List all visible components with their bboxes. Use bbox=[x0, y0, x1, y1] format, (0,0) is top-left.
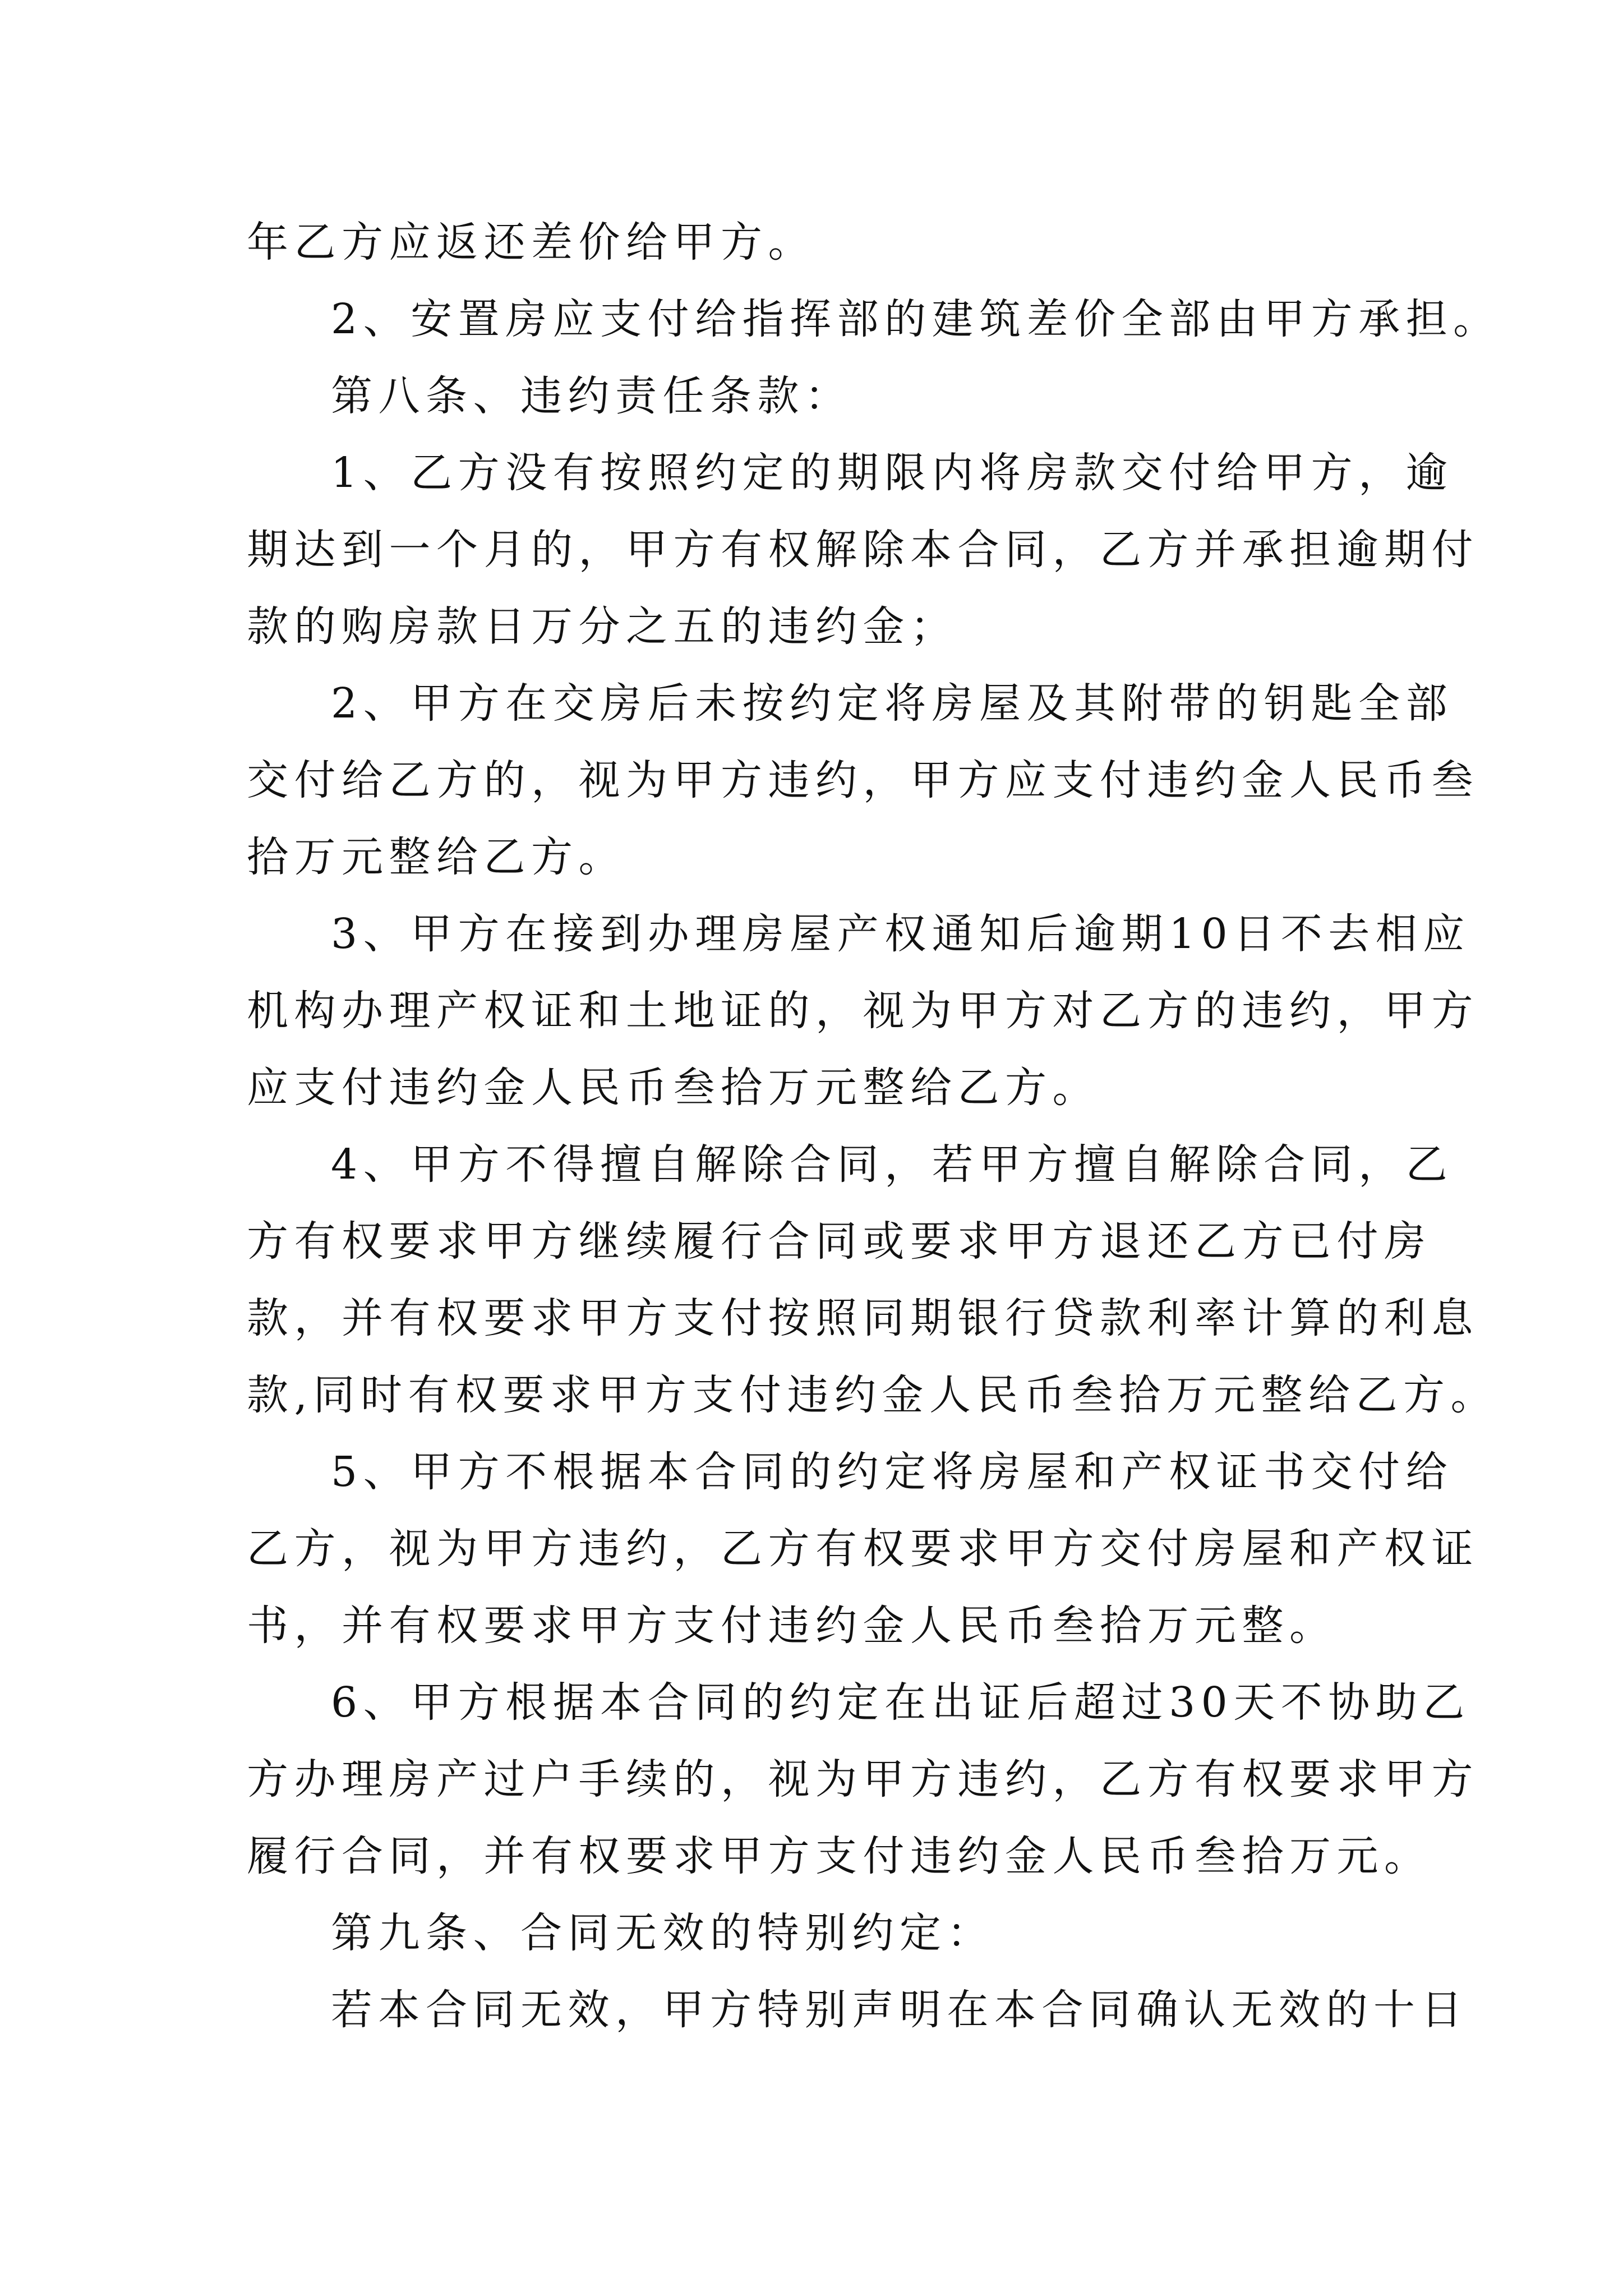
text-line: 机构办理产权证和土地证的，视为甲方对乙方的违约，甲方 bbox=[247, 987, 1479, 1035]
text-line: 期达到一个月的，甲方有权解除本合同，乙方并承担逾期付 bbox=[247, 526, 1479, 574]
text-line: 1、乙方没有按照约定的期限内将房款交付给甲方，逾 bbox=[331, 449, 1454, 497]
text-line: 履行合同，并有权要求甲方支付违约金人民币叁拾万元。 bbox=[247, 1832, 1432, 1880]
text-line: 4、甲方不得擅自解除合同，若甲方擅自解除合同，乙 bbox=[331, 1140, 1454, 1189]
text-line: 6、甲方根据本合同的约定在出证后超过30天不协助乙 bbox=[331, 1678, 1470, 1727]
section-heading: 第九条、合同无效的特别约定： bbox=[331, 1909, 994, 1957]
text-line: 拾万元整给乙方。 bbox=[247, 833, 626, 881]
text-line: 2、甲方在交房后未按约定将房屋及其附带的钥匙全部 bbox=[331, 679, 1454, 728]
text-line: 书，并有权要求甲方支付违约金人民币叁拾万元整。 bbox=[247, 1602, 1337, 1650]
text-line: 方有权要求甲方继续履行合同或要求甲方退还乙方已付房 bbox=[247, 1217, 1432, 1266]
text-line: 3、甲方在接到办理房屋产权通知后逾期10日不去相应 bbox=[331, 910, 1470, 958]
text-line: 方办理房产过户手续的，视为甲方违约，乙方有权要求甲方 bbox=[247, 1755, 1479, 1803]
section-heading: 第八条、违约责任条款： bbox=[331, 372, 852, 420]
text-line: 款的购房款日万分之五的违约金； bbox=[247, 602, 958, 651]
text-line: 5、甲方不根据本合同的约定将房屋和产权证书交付给 bbox=[331, 1448, 1454, 1496]
text-line: 若本合同无效，甲方特别声明在本合同确认无效的十日 bbox=[331, 1986, 1468, 2034]
text-line: 2、安置房应支付给指挥部的建筑差价全部由甲方承担。 bbox=[331, 295, 1501, 343]
text-line: 款,同时有权要求甲方支付违约金人民币叁拾万元整给乙方。 bbox=[247, 1371, 1498, 1419]
text-line: 交付给乙方的，视为甲方违约，甲方应支付违约金人民币叁 bbox=[247, 756, 1479, 804]
text-line: 应支付违约金人民币叁拾万元整给乙方。 bbox=[247, 1064, 1100, 1112]
text-line: 乙方，视为甲方违约，乙方有权要求甲方交付房屋和产权证 bbox=[247, 1525, 1479, 1573]
text-line: 年乙方应返还差价给甲方。 bbox=[247, 218, 815, 266]
text-line: 款，并有权要求甲方支付按照同期银行贷款利率计算的利息 bbox=[247, 1294, 1479, 1342]
